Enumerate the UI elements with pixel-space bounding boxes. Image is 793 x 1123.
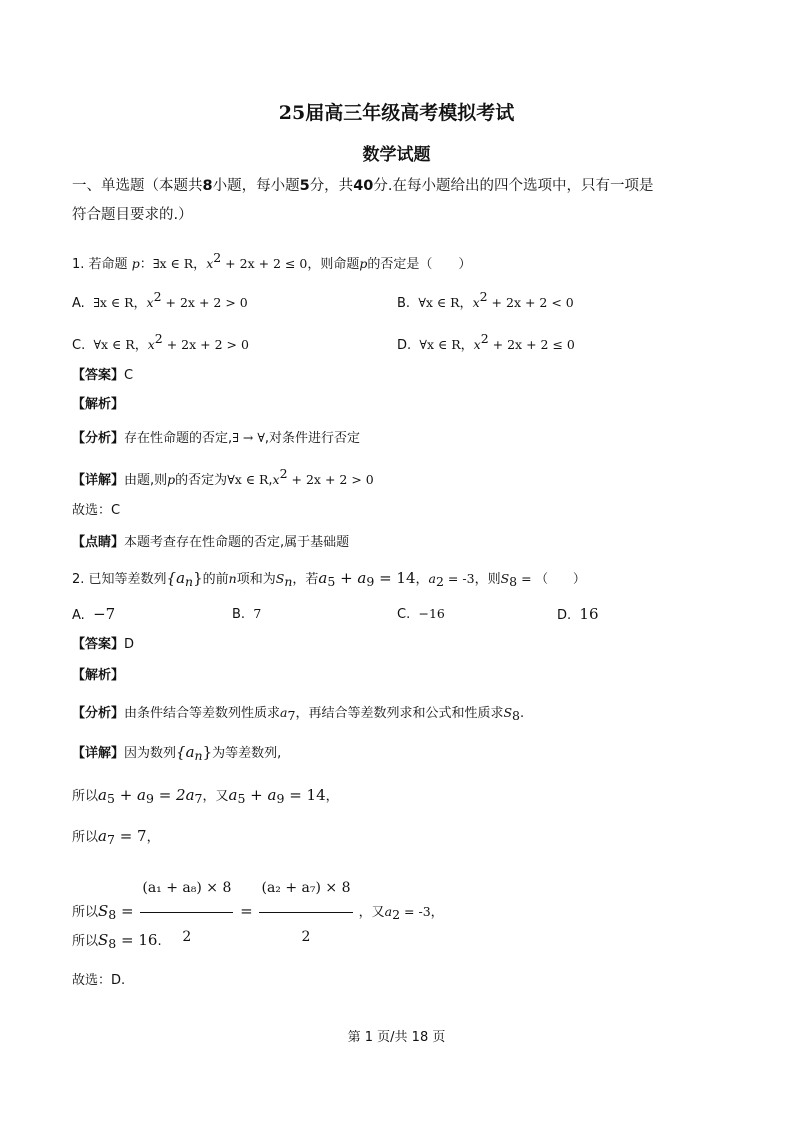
q1-detail: 【详解】由题,则p的否定为∀x ∈ $R,x^2 + 2x + 2 > 0$ [72, 466, 374, 488]
question-2-stem: 2. 已知等差数列$\{a_n\}$的前n项和为$S_n$，若$a_5 + a_9 = 14$，$a_2 = -3$，则$S_8$ = （ ） [72, 569, 586, 589]
section-instructions-line1: 一、单选题（本题共8小题，每小题5分，共40分.在每小题给出的四个选项中，只有一项是 [72, 178, 654, 194]
q2-choose: 故选：D. [72, 973, 126, 988]
page-footer: 第 1 页/共 18 页 [347, 1030, 446, 1045]
fraction-2: $\frac{\text{(a₂ + a₇) × 8}}{2}$ [259, 866, 352, 959]
q1-comment: 【点睛】本题考查存在性命题的否定,属于基础题 [72, 535, 350, 550]
q2-option-b: B. 7 [232, 606, 262, 622]
q1-answer: 【答案】C [72, 368, 134, 383]
page-title: 25届高三年级高考模拟考试 [278, 102, 515, 124]
q2-detail: 【详解】因为数列$\{a_n\}$为等差数列, [72, 743, 282, 763]
q2-option-a: A. −7 [72, 605, 116, 623]
q2-step-1: 所以$a_5 + a_9 = 2a_7$，又$a_5 + a_9 = 14$， [72, 786, 339, 806]
q1-option-a: A. ∃x ∈ R，$x^2 + 2x + 2 > 0$ [72, 289, 248, 311]
section-instructions-line2: 符合题目要求的.） [72, 207, 193, 223]
q2-fenxi: 【分析】由条件结合等差数列性质求$a_7$，再结合等差数列求和公式和性质求$S_8$. [72, 705, 525, 723]
q1-option-d: D. ∀x ∈ R，$x^2 + 2x + 2 \le 0$ [397, 331, 575, 353]
q2-step-3: 所以$S_8$ = $\frac{\text{(a₁ + a₈) × 8}}{2}$ = $\frac{\text{(a₂ + a₇) × 8}}{2}$ ，又$a_2 = -3$， [72, 866, 444, 959]
q1-fenxi: 【分析】存在性命题的否定,∃ → ∀,对条件进行否定 [72, 430, 361, 446]
q2-answer: 【答案】D [72, 637, 135, 652]
page-subtitle: 数学试题 [362, 145, 431, 165]
q2-option-d: D. 16 [557, 605, 599, 623]
q1-option-c: C. ∀x ∈ R，$x^2 + 2x + 2 > 0$ [72, 331, 249, 353]
q1-choose: 故选：C [72, 503, 121, 518]
question-1-stem: 1. 若命题 p：∃x ∈ R，$x^2 + 2x + 2 \le 0$，则命题p的否定是（ ） [72, 250, 472, 272]
fraction-1: $\frac{\text{(a₁ + a₈) × 8}}{2}$ [140, 866, 233, 959]
q2-analysis-label: 【解析】 [72, 668, 125, 683]
q2-step-4: 所以$S_8 = 16$. [72, 931, 162, 951]
q1-option-b: B. ∀x ∈ R，$x^2 + 2x + 2 < 0$ [397, 289, 574, 311]
q1-analysis-label: 【解析】 [72, 397, 125, 412]
q2-step-2: 所以$a_7 = 7$， [72, 827, 160, 847]
q2-option-c: C. −16 [397, 606, 445, 622]
